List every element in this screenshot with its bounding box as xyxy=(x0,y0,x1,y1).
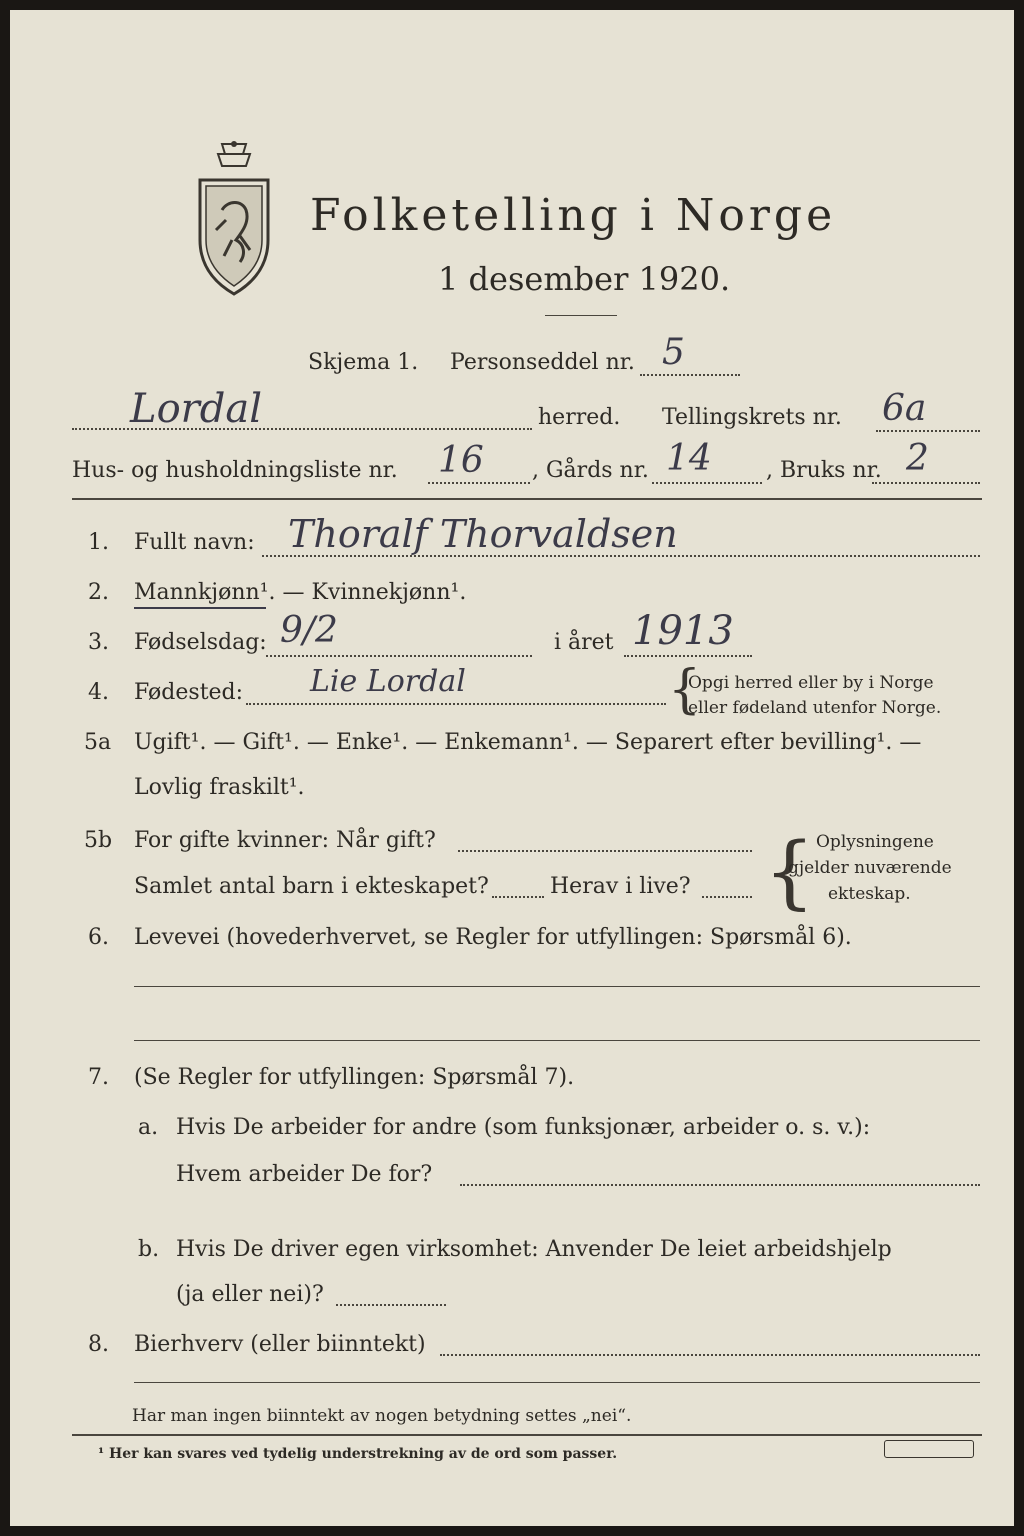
q5b-label-2: Samlet antal barn i ekteskapet? xyxy=(134,874,489,899)
form-title: Folketelling i Norge xyxy=(310,190,837,241)
q8-line-2 xyxy=(134,1382,980,1383)
gards-value[interactable]: 14 xyxy=(666,438,712,479)
q7a-label-2: Hvem arbeider De for? xyxy=(176,1162,433,1187)
personseddel-value[interactable]: 5 xyxy=(662,332,685,373)
q7a-number: a. xyxy=(138,1115,159,1140)
form-date: 1 desember 1920. xyxy=(438,260,731,298)
q5b-note-2: gjelder nuværende xyxy=(788,858,952,878)
q5a-number: 5a xyxy=(84,730,112,755)
q7a-label: Hvis De arbeider for andre (som funksjonær, arbeider o. s. v.): xyxy=(176,1115,871,1140)
q4-line xyxy=(246,703,666,705)
hus-line xyxy=(428,482,530,484)
q2-label: Mannkjønn¹. — Kvinnekjønn¹. xyxy=(134,580,467,605)
q4-value[interactable]: Lie Lordal xyxy=(310,664,466,699)
q8-line xyxy=(440,1354,980,1356)
hus-label: Hus- og husholdningsliste nr. xyxy=(72,458,398,483)
q5b-number: 5b xyxy=(84,828,113,853)
tellingskrets-line xyxy=(876,430,980,432)
q4-label: Fødested: xyxy=(134,680,244,705)
q7b-number: b. xyxy=(138,1237,160,1262)
q8-number: 8. xyxy=(88,1332,109,1357)
q5a-label: Ugift¹. — Gift¹. — Enke¹. — Enkemann¹. — Separert efter bevilling¹. — xyxy=(134,730,922,755)
personseddel-line xyxy=(640,374,740,376)
bruks-value[interactable]: 2 xyxy=(906,438,929,479)
q7a-line xyxy=(460,1184,980,1186)
q6-line-2 xyxy=(134,1040,980,1041)
q6-line-1 xyxy=(134,986,980,987)
q1-label: Fullt navn: xyxy=(134,530,255,555)
q2-number: 2. xyxy=(88,580,109,605)
q5b-alive-line xyxy=(702,896,752,898)
gards-label: , Gårds nr. xyxy=(532,458,649,483)
q5a-label-2: Lovlig fraskilt¹. xyxy=(134,775,305,800)
q4-number: 4. xyxy=(88,680,109,705)
q4-brace: { xyxy=(668,660,702,720)
bruks-label: , Bruks nr. xyxy=(766,458,882,483)
printer-stamp xyxy=(884,1440,974,1458)
q7b-label-2: (ja eller nei)? xyxy=(176,1282,324,1307)
hus-value[interactable]: 16 xyxy=(438,440,484,481)
gards-line xyxy=(652,482,762,484)
skjema-label: Skjema 1. xyxy=(308,350,419,375)
header-divider xyxy=(72,498,982,500)
q7b-label: Hvis De driver egen virksomhet: Anvender De leiet arbeidshjelp xyxy=(176,1237,892,1262)
q3-year-label: i året xyxy=(554,630,614,655)
q5b-label: For gifte kvinner: Når gift? xyxy=(134,828,436,853)
q5b-label-3: Herav i live? xyxy=(550,874,691,899)
tellingskrets-label: Tellingskrets nr. xyxy=(662,405,842,430)
q3-year-line xyxy=(624,655,752,657)
q8-note: Har man ingen biinntekt av nogen betydning settes „nei“. xyxy=(132,1406,632,1426)
q2-underline-mark xyxy=(134,607,266,609)
q6-label: Levevei (hovederhvervet, se Regler for utfyllingen: Spørsmål 6). xyxy=(134,925,852,950)
q5b-married-line xyxy=(458,850,752,852)
footer-divider xyxy=(72,1434,982,1436)
q1-number: 1. xyxy=(88,530,109,555)
q7-number: 7. xyxy=(88,1065,109,1090)
q1-value[interactable]: Thoralf Thorvaldsen xyxy=(288,512,678,556)
q6-number: 6. xyxy=(88,925,109,950)
q4-note-1: Opgi herred eller by i Norge xyxy=(688,673,934,693)
title-divider xyxy=(545,315,617,316)
q5b-brace: { xyxy=(764,825,815,918)
q5b-children-line xyxy=(492,896,544,898)
herred-value[interactable]: Lordal xyxy=(130,386,263,432)
census-form xyxy=(10,10,1014,1526)
q3-label: Fødselsdag: xyxy=(134,630,267,655)
footnote: ¹ Her kan svares ved tydelig understrekning av de ord som passer. xyxy=(98,1446,618,1462)
personseddel-label: Personseddel nr. xyxy=(450,350,635,375)
q3-year-value[interactable]: 1913 xyxy=(632,608,734,654)
q7b-line xyxy=(336,1304,446,1306)
q3-line xyxy=(266,655,532,657)
q7-label: (Se Regler for utfyllingen: Spørsmål 7). xyxy=(134,1065,575,1090)
tellingskrets-value[interactable]: 6a xyxy=(882,388,927,429)
herred-label: herred. xyxy=(538,405,621,430)
q8-label: Bierhverv (eller biinntekt) xyxy=(134,1332,426,1357)
q4-note-2: eller fødeland utenfor Norge. xyxy=(688,698,942,718)
coat-of-arms-icon xyxy=(192,140,276,300)
q3-value[interactable]: 9/2 xyxy=(280,610,338,651)
bruks-line xyxy=(872,482,980,484)
q5b-note-1: Oplysningene xyxy=(816,832,934,852)
q3-number: 3. xyxy=(88,630,109,655)
q5b-note-3: ekteskap. xyxy=(828,884,911,904)
